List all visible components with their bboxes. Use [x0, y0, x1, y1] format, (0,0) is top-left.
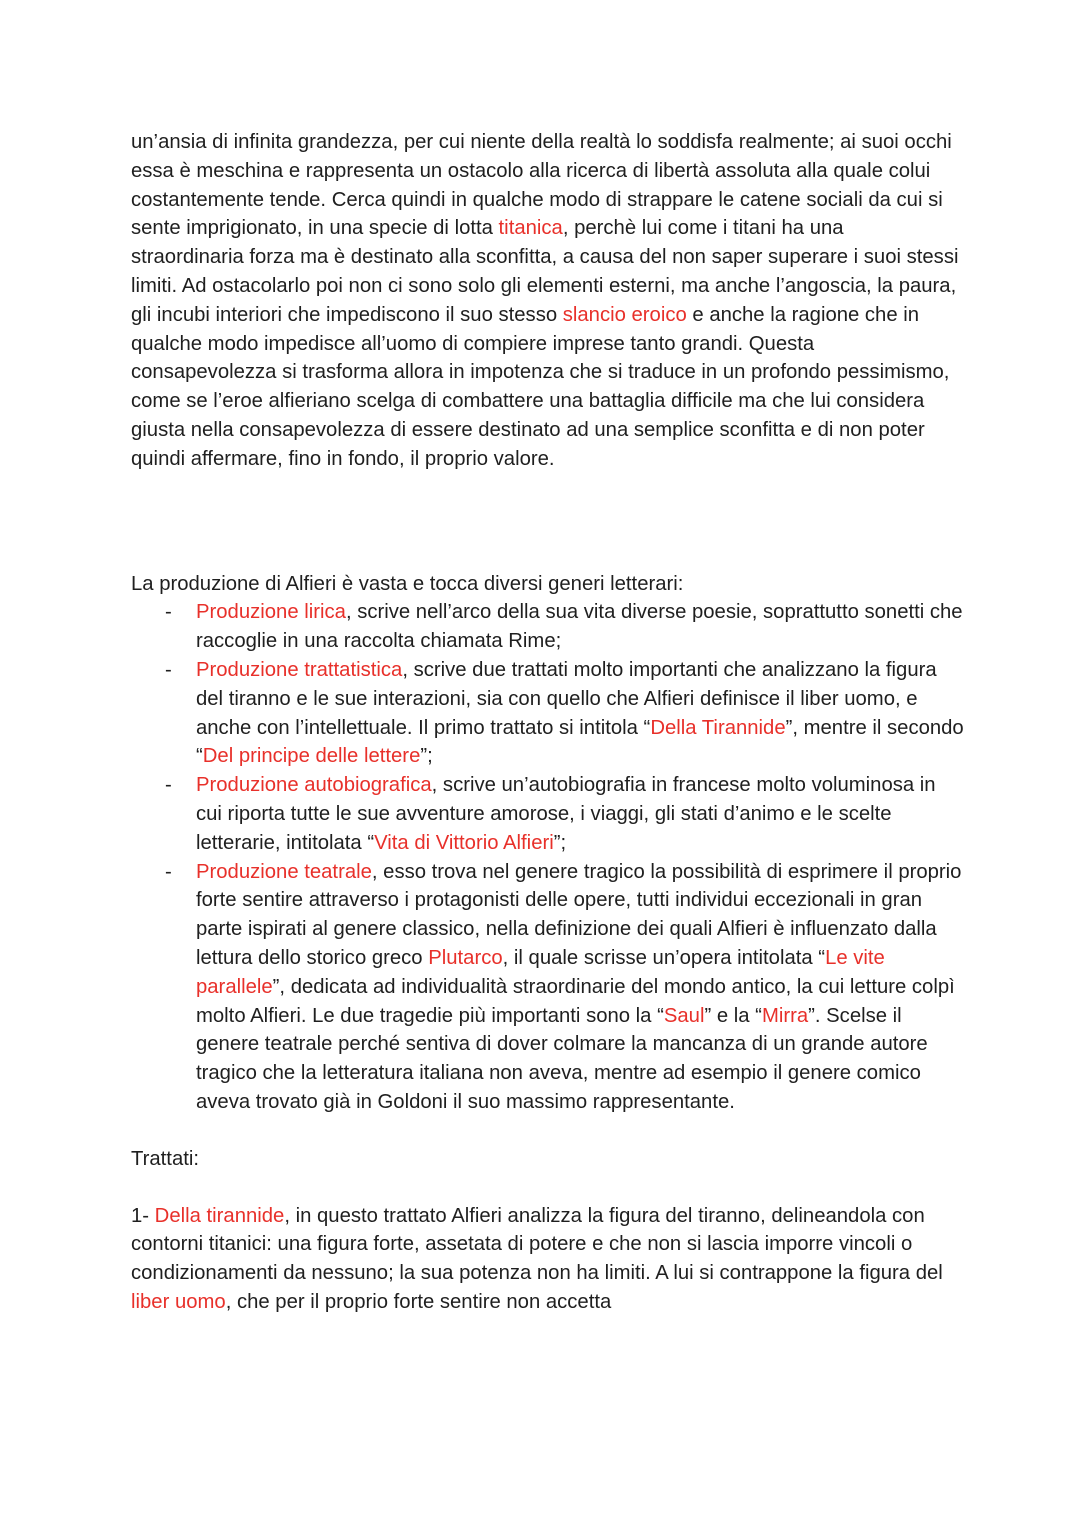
paragraph-eroe-alfieriano	[131, 128, 961, 474]
text-run: ”, mentre il secondo “	[196, 716, 964, 768]
document-page	[131, 128, 964, 1317]
keyword-vita-di-vittorio-alfieri: Vita di Vittorio Alfieri	[374, 831, 554, 854]
text-run: ”;	[553, 831, 567, 854]
paragraph-intro-produzione: La produzione di Alfieri è vasta e tocca diversi generi letterari:	[131, 572, 684, 595]
text-run: ”, dedicata ad individualità straordinarie del mondo antico, la cui letture colpì molto Alfieri. Le due tragedie più importanti sono la “	[196, 975, 955, 1027]
keyword-plutarco: Plutarco	[428, 946, 503, 969]
text-run: 1-	[131, 1204, 155, 1227]
list-item-produzione-autobiografica	[131, 771, 966, 857]
keyword-della-tirannide: Della Tirannide	[650, 716, 786, 739]
text-run: , esso trova nel genere tragico la possibilità di esprimere il proprio forte sentire attraverso i protagonisti delle opere, tutti individui eccezionali in gran parte ispirati al genere classico, nella definizione dei quali Alfieri è influenzato dalla lettura dello storico greco	[196, 860, 962, 969]
text-run: , che per il proprio forte sentire non accetta	[225, 1290, 612, 1313]
text-run: , scrive un’autobiografia in francese molto voluminosa in cui riporta tutte le sue avventure amorose, i viaggi, gli stati d’animo e le scelte letterarie, intitolata “	[196, 774, 936, 854]
text-run: un’ansia di infinita grandezza, per cui niente della realtà lo soddisfa realmente; ai suoi occhi essa è meschina e rappresenta un ostacolo alla ricerca di libertà assoluta alla quale colui costantemente tende. Cerca quindi in qualche modo di strappare le catene sociali da cui si sente imprigionato, in una specie di lotta	[131, 131, 952, 240]
keyword-produzione-trattatistica: Produzione trattatistica	[196, 658, 403, 681]
genres-list	[131, 598, 964, 1116]
keyword-titanica: titanica	[498, 217, 563, 240]
bullet-dash: -	[165, 774, 172, 797]
section-heading-trattati: Trattati:	[131, 1147, 199, 1170]
list-item-produzione-teatrale	[131, 858, 966, 1117]
text-run: ” e la “	[704, 1004, 762, 1027]
keyword-del-principe-delle-lettere: Del principe delle lettere	[202, 745, 421, 768]
text-run: , in questo trattato Alfieri analizza la figura del tiranno, delineandola con contorni titanici: una figura forte, assetata di potere e che non si lascia imporre vincoli o condizionamenti da nessuno; la sua potenza non ha limiti. A lui si contrappone la figura del	[131, 1204, 943, 1285]
text-run: e anche la ragione che in qualche modo impedisce all’uomo di compiere imprese tanto grandi. Questa consapevolezza si trasforma allora in impotenza che si traduce in un profondo pessimismo, come se l’eroe alfieriano scelga di combattere una battaglia difficile ma che lui considera giusta nella consapevolezza di essere destinato ad una semplice sconfitta e di non poter quindi affermare, fino in fondo, il proprio valore.	[131, 303, 950, 470]
keyword-produzione-autobiografica: Produzione autobiografica	[196, 774, 432, 797]
text-run: ”. Scelse il genere teatrale perché sentiva di dover colmare la mancanza di un grande autore tragico che la letteratura italiana non aveva, mentre ad esempio il genere comico aveva trovato già in Goldoni il suo massimo rappresentante.	[196, 1004, 928, 1113]
text-run: , il quale scrisse un’opera intitolata “	[502, 946, 826, 969]
paragraph-della-tirannide	[131, 1202, 961, 1317]
keyword-produzione-teatrale: Produzione teatrale	[196, 860, 372, 883]
keyword-liber-uomo: liber uomo	[131, 1290, 226, 1313]
keyword-saul: Saul	[663, 1004, 705, 1027]
keyword-produzione-lirica: Produzione lirica	[196, 601, 346, 624]
text-run: , scrive due trattati molto importanti che analizzano la figura del tiranno e le sue interazioni, sia con quello che Alfieri definisce il liber uomo, e anche con l’intellettuale. Il primo trattato si intitola “	[196, 658, 937, 739]
keyword-della-tirannide-title: Della tirannide	[154, 1204, 285, 1227]
keyword-slancio-eroico: slancio eroico	[562, 303, 687, 326]
bullet-dash: -	[165, 601, 172, 624]
text-run: ”;	[420, 745, 433, 768]
keyword-mirra: Mirra	[761, 1004, 809, 1027]
text-run: , scrive nell’arco della sua vita diverse poesie, soprattutto sonetti che raccoglie in una raccolta chiamata Rime;	[196, 601, 963, 653]
keyword-le-vite-parallele: Le vite parallele	[196, 946, 885, 998]
list-item-produzione-lirica	[131, 598, 966, 656]
bullet-dash: -	[165, 658, 172, 681]
bullet-dash: -	[165, 860, 172, 883]
text-run: , perchè lui come i titani ha una straordinaria forza ma è destinato alla sconfitta, a causa del non saper superare i suoi stessi limiti. Ad ostacolarlo poi non ci sono solo gli elementi esterni, ma anche l’angoscia, la paura, gli incubi interiori che impediscono il suo stesso	[131, 217, 959, 326]
list-item-produzione-trattatistica	[131, 656, 966, 771]
